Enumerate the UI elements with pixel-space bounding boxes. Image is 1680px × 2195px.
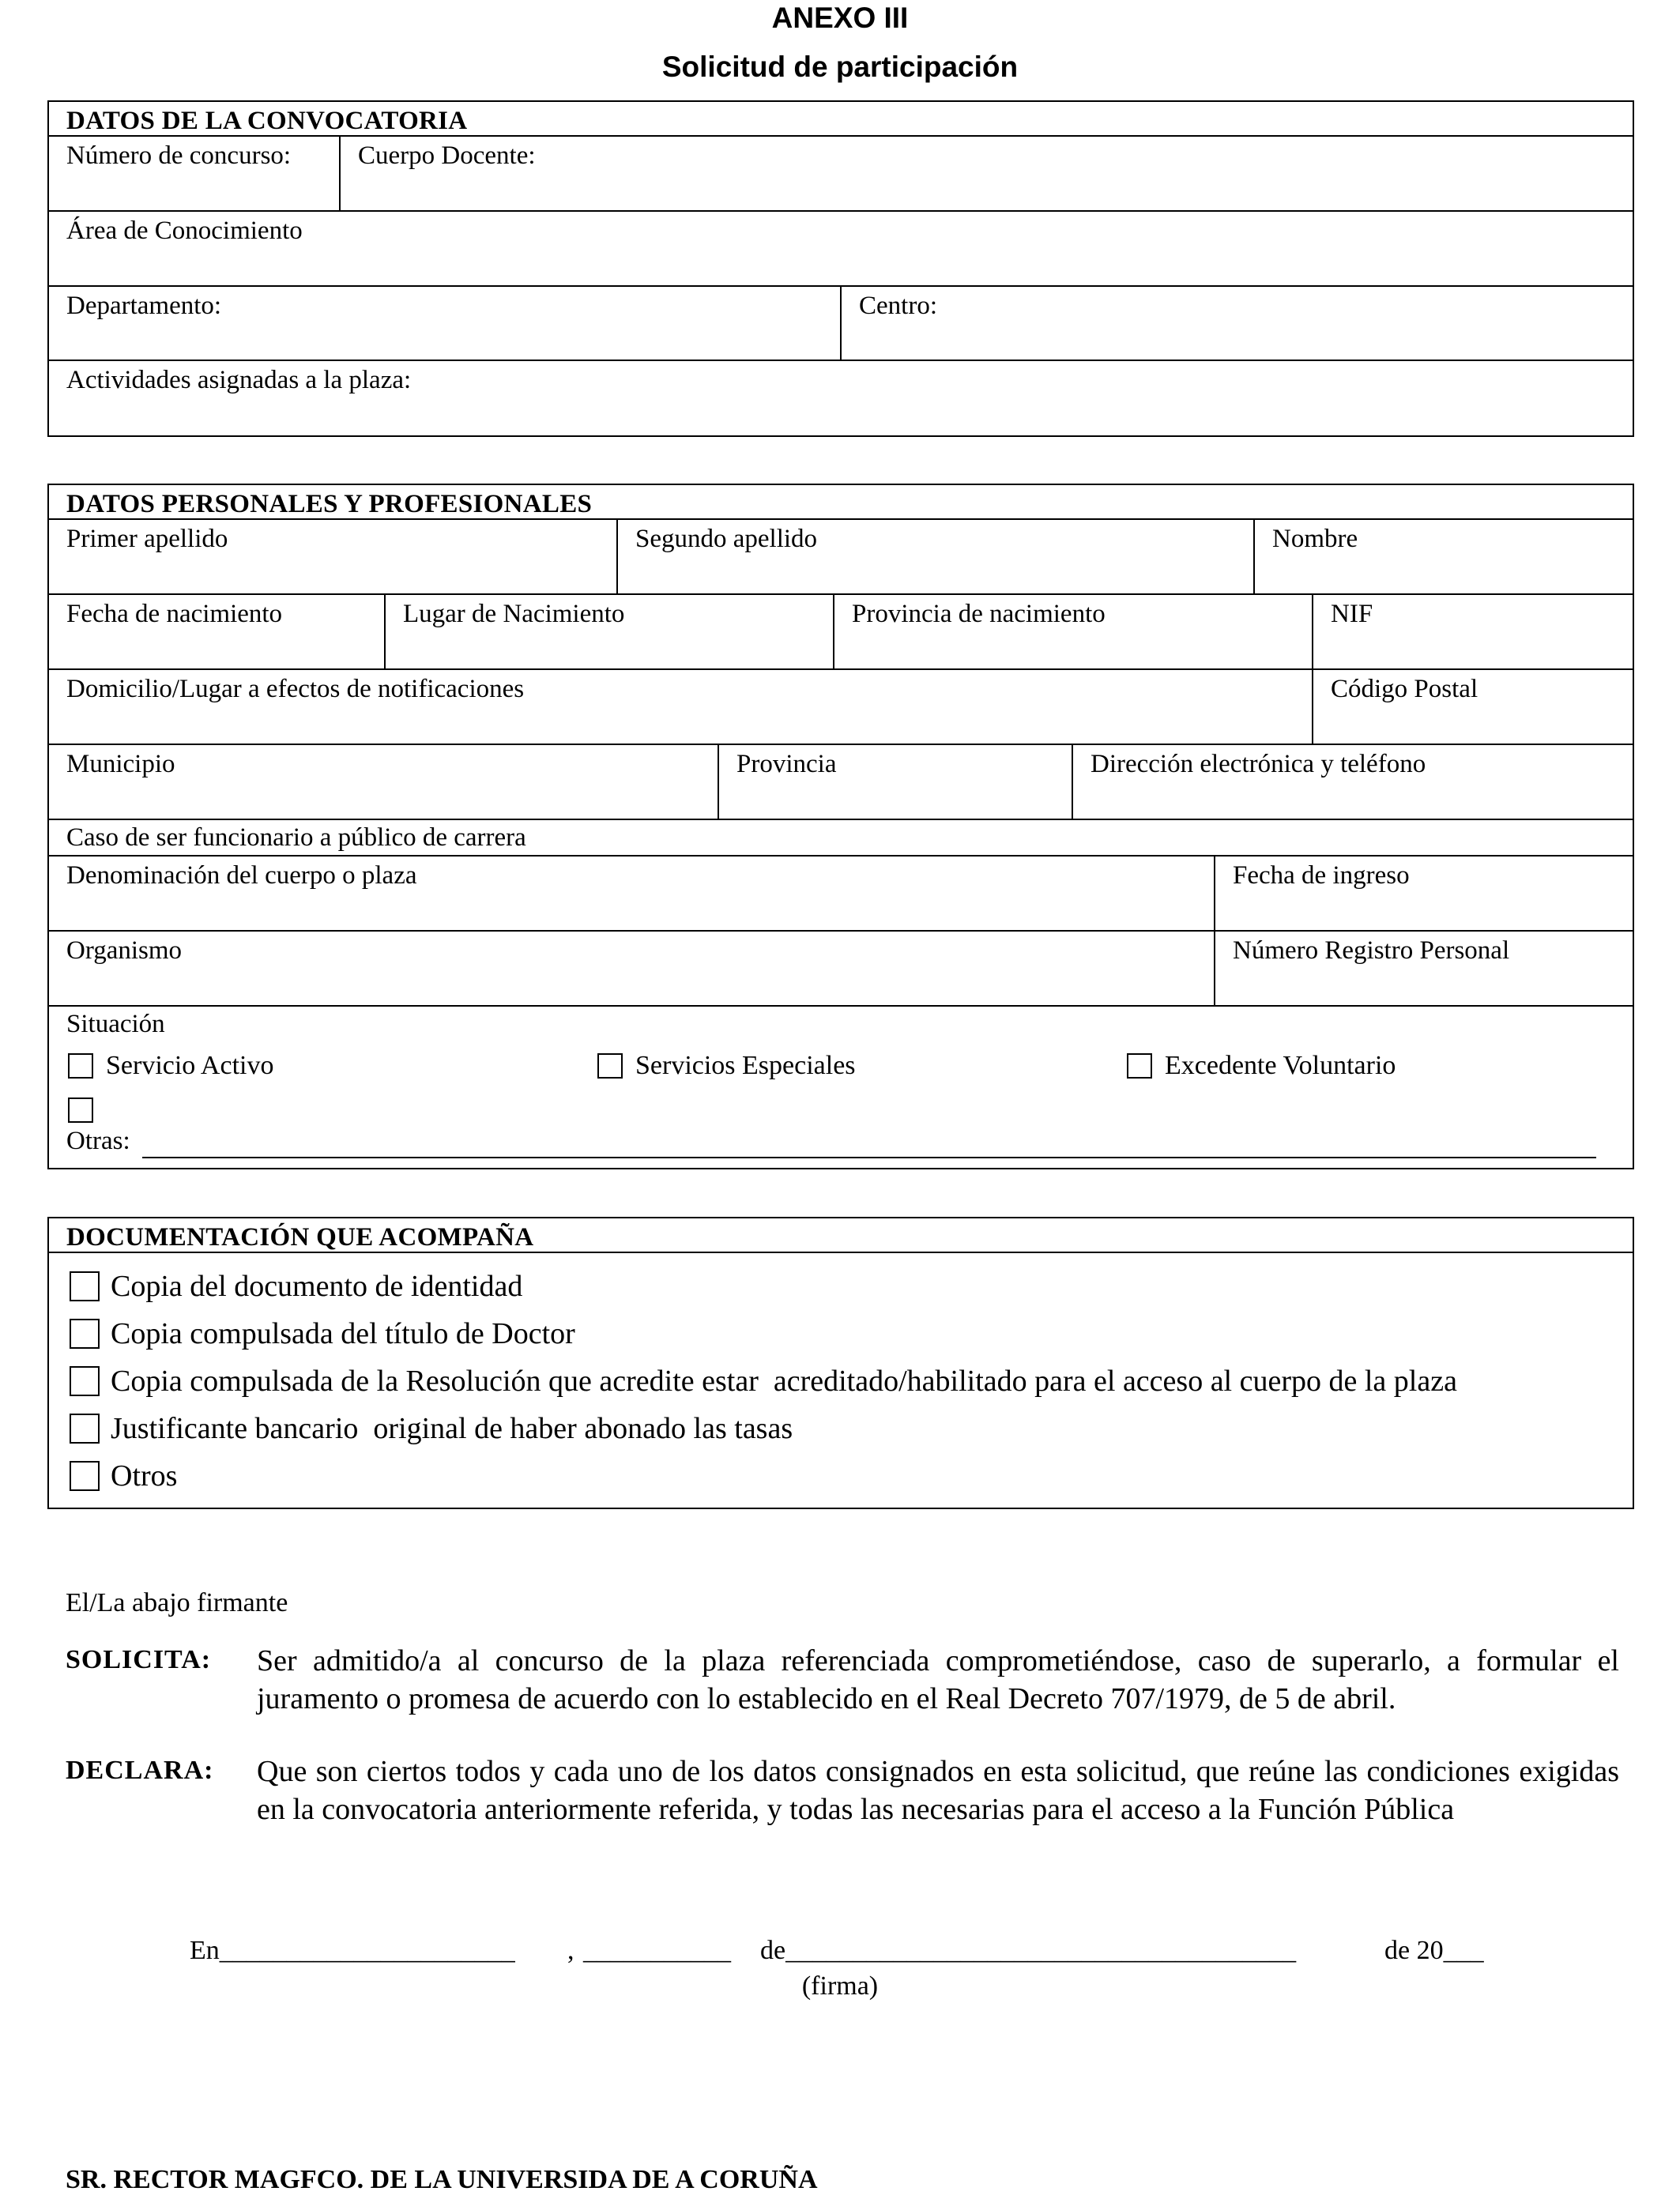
direccion-electronica-field[interactable]: Dirección electrónica y teléfono: [1090, 750, 1426, 778]
doc-item: [49, 1263, 1633, 1310]
doc-justificante-checkbox[interactable]: [70, 1414, 100, 1444]
excedente-voluntario-checkbox[interactable]: [1127, 1053, 1152, 1079]
situacion-group: [49, 1007, 1633, 1168]
solicita-text: Ser admitido/a al concurso de la plaza referenciada comprometiéndose, caso de superarlo, a formular el juramento o promesa de acuerdo con lo establecido en el Real Decreto 707/1979, de 5 de abril.: [257, 1644, 1619, 1715]
dia-input[interactable]: ___________: [583, 1936, 731, 1965]
situacion-label: Situación: [66, 1010, 165, 1038]
codigo-postal-field[interactable]: Código Postal: [1331, 675, 1478, 703]
municipio-field[interactable]: Municipio: [49, 745, 719, 819]
denominacion-field[interactable]: Denominación del cuerpo o plaza: [49, 857, 1215, 930]
mes-input[interactable]: de______________________________________: [760, 1936, 1297, 1965]
section-personales: [47, 484, 1634, 1169]
nombre-field[interactable]: Nombre: [1272, 525, 1358, 553]
doc-otros-checkbox[interactable]: [70, 1461, 100, 1491]
excedente-voluntario-label: Excedente Voluntario: [1165, 1051, 1396, 1080]
doc-item: [49, 1405, 1633, 1452]
comma: ,: [567, 1936, 574, 1965]
lugar-nacimiento-field[interactable]: Lugar de Nacimiento: [386, 595, 834, 668]
lugar-input[interactable]: En______________________: [190, 1936, 515, 1965]
numero-concurso-field[interactable]: Número de concurso:: [49, 137, 341, 210]
otras-label: Otras:: [66, 1127, 130, 1155]
declara-label: DECLARA:: [66, 1756, 214, 1785]
departamento-field[interactable]: Departamento:: [49, 287, 842, 360]
fecha-nacimiento-field[interactable]: Fecha de nacimiento: [49, 595, 386, 668]
servicios-especiales-label: Servicios Especiales: [635, 1051, 856, 1080]
abajo-firmante-text: El/La abajo firmante: [66, 1588, 288, 1617]
servicios-especiales-checkbox[interactable]: [597, 1053, 623, 1079]
area-conocimiento-field[interactable]: Área de Conocimiento: [66, 216, 303, 245]
provincia-nacimiento-field[interactable]: Provincia de nacimiento: [834, 595, 1313, 668]
doc-item-label: Copia del documento de identidad: [111, 1270, 523, 1303]
otras-checkbox[interactable]: [68, 1098, 93, 1123]
annex-title: ANEXO III: [771, 2, 909, 34]
servicio-activo-checkbox[interactable]: [68, 1053, 93, 1079]
fecha-ingreso-field[interactable]: Fecha de ingreso: [1233, 861, 1410, 890]
nif-field[interactable]: NIF: [1331, 600, 1373, 628]
section-convocatoria: [47, 100, 1634, 437]
doc-item-label: Justificante bancario original de haber abonado las tasas: [111, 1412, 793, 1445]
firma-label: (firma): [801, 1971, 879, 2001]
section-documentacion: [47, 1217, 1634, 1509]
doc-identidad-checkbox[interactable]: [70, 1271, 100, 1301]
declara-text: Que son ciertos todos y cada uno de los datos consignados en esta solicitud, que reúne las condiciones exigidas en la convocatoria anteriormente referida, y todas las necesarias para el acceso a la Función Pública: [257, 1755, 1619, 1826]
doc-item: [49, 1452, 1633, 1500]
doc-item-label: Copia compulsada de la Resolución que acredite estar acreditado/habilitado para el acceso al cuerpo de la plaza: [111, 1365, 1457, 1398]
servicio-activo-label: Servicio Activo: [106, 1051, 274, 1080]
anio-input[interactable]: de 20___: [1384, 1936, 1484, 1965]
numero-registro-field[interactable]: Número Registro Personal: [1233, 936, 1510, 965]
solicita-label: SOLICITA:: [66, 1645, 212, 1674]
doc-item: [49, 1310, 1633, 1357]
primer-apellido-field[interactable]: Primer apellido: [49, 520, 618, 593]
domicilio-field[interactable]: Domicilio/Lugar a efectos de notificaciones: [49, 670, 1313, 744]
section-heading: DATOS PERSONALES Y PROFESIONALES: [49, 485, 1633, 520]
segundo-apellido-field[interactable]: Segundo apellido: [618, 520, 1255, 593]
section-heading: DATOS DE LA CONVOCATORIA: [49, 102, 1633, 137]
doc-item-label: Otros: [111, 1459, 178, 1493]
otras-input-line[interactable]: [142, 1157, 1596, 1158]
doc-resolucion-checkbox[interactable]: [70, 1366, 100, 1396]
doc-item-label: Copia compulsada del título de Doctor: [111, 1317, 575, 1350]
doc-titulo-doctor-checkbox[interactable]: [70, 1319, 100, 1349]
doc-item: [49, 1357, 1633, 1405]
organismo-field[interactable]: Organismo: [49, 932, 1215, 1005]
section-heading: DOCUMENTACIÓN QUE ACOMPAÑA: [49, 1218, 1633, 1253]
actividades-field[interactable]: Actividades asignadas a la plaza:: [66, 366, 412, 394]
cuerpo-docente-field[interactable]: Cuerpo Docente:: [358, 141, 536, 170]
provincia-field[interactable]: Provincia: [719, 745, 1073, 819]
centro-field[interactable]: Centro:: [859, 292, 937, 320]
destinatario: SR. RECTOR MAGFCO. DE LA UNIVERSIDA DE A CORUÑA: [66, 2165, 818, 2194]
caso-funcionario-label: Caso de ser funcionario a público de carrera: [66, 823, 526, 852]
form-subtitle: Solicitud de participación: [661, 51, 1019, 83]
